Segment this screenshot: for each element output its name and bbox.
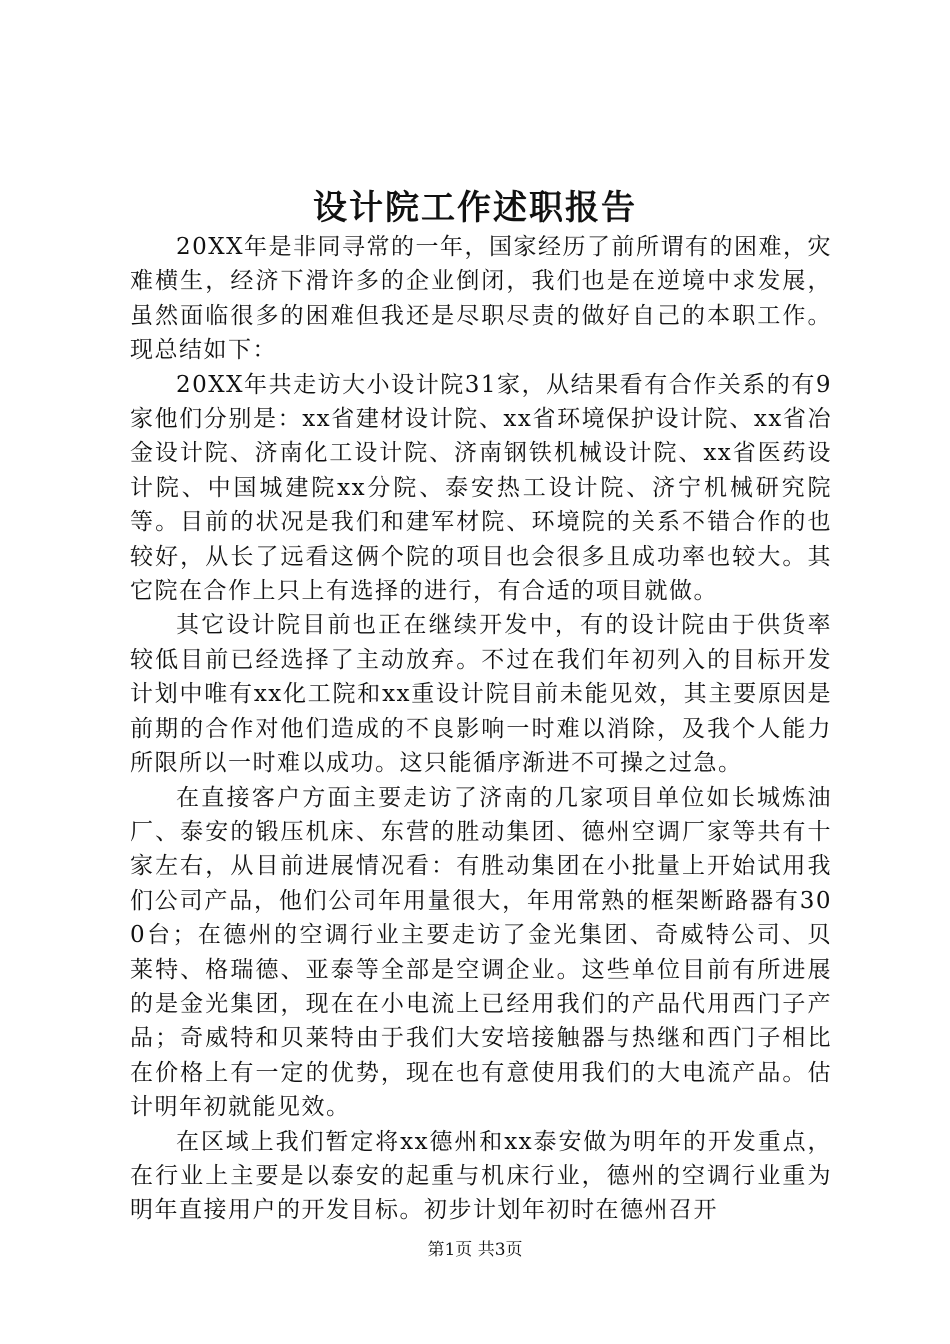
paragraph-direct-clients: 在直接客户方面主要走访了济南的几家项目单位如长城炼油厂、泰安的锻压机床、东营的胜动集团、德州空调厂家等共有十家左右，从目前进展情况看：有胜动集团在小批量上开始试用我们公司产品，他们公司年用量很大，年用常熟的框架断路器有300台；在德州的空调行业主要走访了金光集团、奇威特公司、贝莱特、格瑞德、亚泰等全部是空调企业。这些单位目前有所进展的是金光集团，现在在小电流上已经用我们的产品代用西门子产品；奇威特和贝莱特由于我们大安培接触器与热继和西门子相比在价格上有一定的优势，现在也有意使用我们的大电流产品。估计明年初就能见效。 (130, 784, 832, 1121)
document-title: 设计院工作述职报告 (313, 188, 637, 228)
document-body (130, 230, 832, 1228)
paragraph-design-institutes: 20XX年共走访大小设计院31家，从结果看有合作关系的有9家他们分别是：xx省建材设计院、xx省环境保护设计院、xx省冶金设计院、济南化工设计院、济南钢铁机械设计院、xx省医药设计院、中国城建院xx分院、泰安热工设计院、济宁机械研究院等。目前的状况是我们和建军材院、环境院的关系不错合作的也较好，从长了远看这俩个院的项目也会很多且成功率也较大。其它院在合作上只上有选择的进行，有合适的项目就做。 (130, 371, 832, 605)
paragraph-regional-plan: 在区域上我们暂定将xx德州和xx泰安做为明年的开发重点，在行业上主要是以泰安的起重与机床行业，德州的空调行业重为明年直接用户的开发目标。初步计划年初时在德州召开 (130, 1128, 832, 1224)
paragraph-other-institutes: 其它设计院目前也正在继续开发中，有的设计院由于供货率较低目前已经选择了主动放弃。不过在我们年初列入的目标开发计划中唯有xx化工院和xx重设计院目前未能见效，其主要原因是前期的合作对他们造成的不良影响一时难以消除，及我个人能力所限所以一时难以成功。这只能循序渐进不可操之过急。 (130, 612, 832, 777)
page-number-footer: 第1页 共3页 (427, 1240, 523, 1260)
paragraph-intro: 20XX年是非同寻常的一年，国家经历了前所谓有的困难，灾难横生，经济下滑许多的企业倒闭，我们也是在逆境中求发展，虽然面临很多的困难但我还是尽职尽责的做好自己的本职工作。现总结如下： (130, 234, 833, 364)
